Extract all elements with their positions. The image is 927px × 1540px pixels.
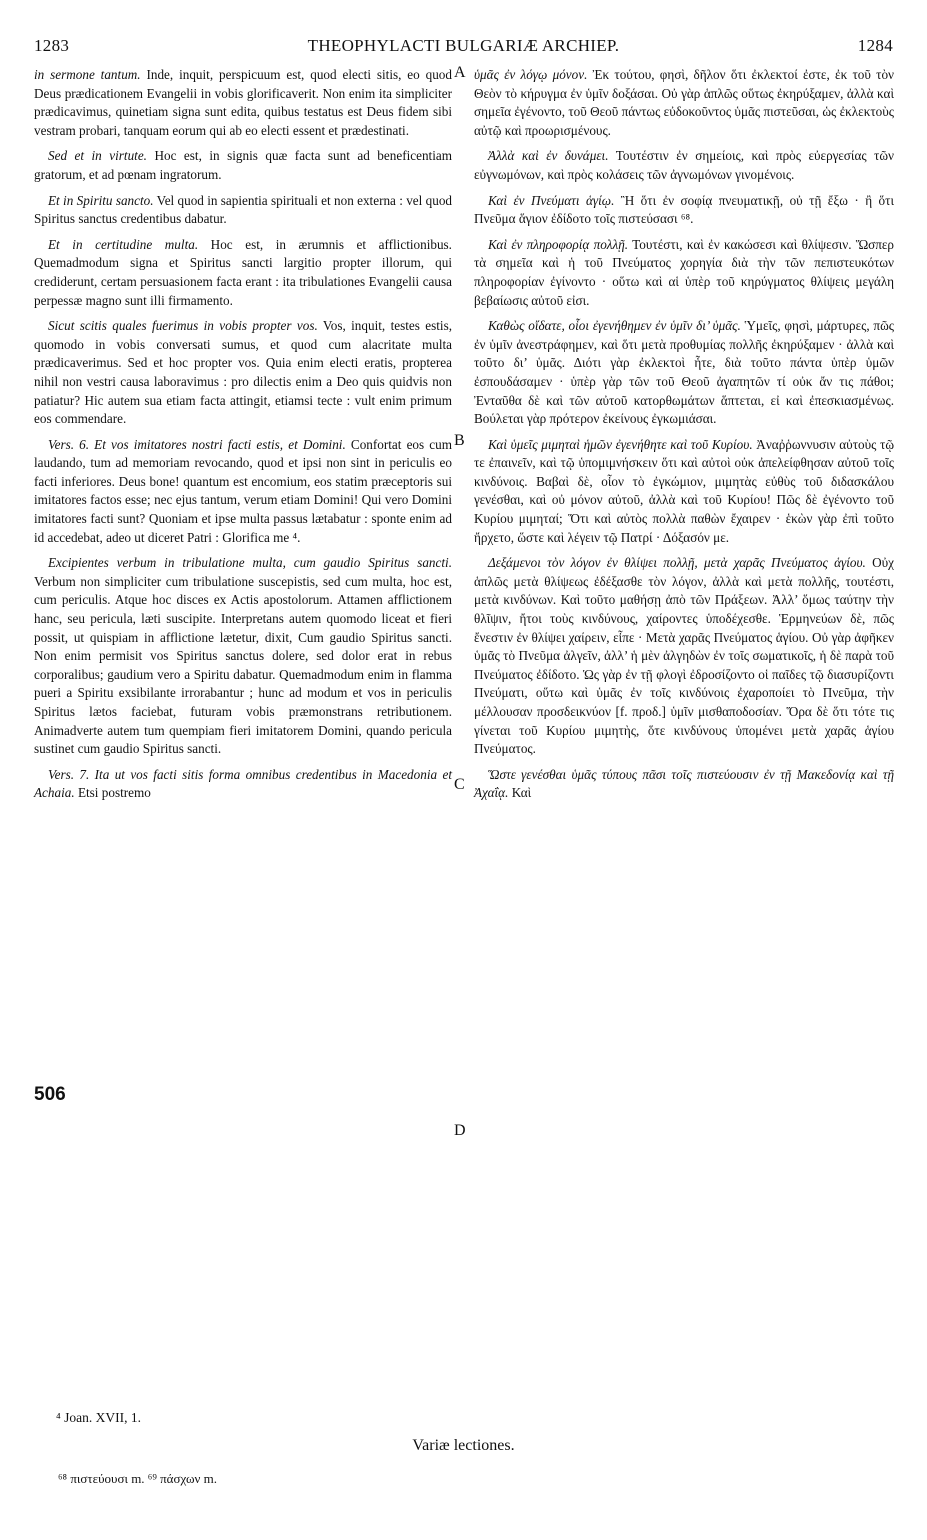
lemma: Καθὼς οἴδατε, οἷοι ἐγενήθημεν ἐν ὑμῖν δι’ ὑμᾶς. [488, 318, 741, 334]
lemma: Vers. 7. Ita ut vos facti sitis forma omnibus credentibus in Macedonia et Achaia. [34, 766, 452, 801]
margin-marker-b: B [454, 432, 465, 449]
latin-paragraph [34, 766, 452, 803]
greek-paragraph [474, 66, 894, 140]
footnote: ⁴ Joan. XVII, 1. [56, 1410, 141, 1425]
commentary: Hoc est, in ærumnis et afflictionibus. Quemadmodum signa et Spiritus sancti largitio propter illorum, qui crediderunt, certam persuasionem facta erant : ita tribulationes Evangelii causa perpessæ magno sunt illi firmamento. [34, 236, 452, 308]
margin-marker-a: A [454, 64, 466, 81]
greek-paragraph [474, 147, 894, 184]
lemma: Καὶ ὑμεῖς μιμηταὶ ἡμῶν ἐγενήθητε καὶ τοῦ Κυρίου. [488, 436, 753, 452]
greek-paragraph [474, 554, 894, 759]
lemma: ὑμᾶς ἐν λόγῳ μόνον. [474, 67, 588, 82]
lemma: Excipientes verbum in tribulatione multa, cum gaudio Spiritus sancti. [48, 555, 452, 571]
lemma: in sermone tantum. [34, 67, 141, 82]
greek-paragraph [474, 436, 894, 548]
commentary: Confortat eos cum laudando, tum ad memoriam revocando, quod et ipsi non sint in periculis eo facti inferiores. Deus bone! quantum est encomium, eos statim præceptoris sui imitatores factos esse; nec ejus tantum, verum etiam Domini! Qui vero Domini imitatores facti sunt? Quoniam et ipse multa passus lætabatur : sponte enim ad id accedebat, adeo ut diceret Patri : Glorifica me ⁴. [34, 436, 453, 545]
latin-paragraph [34, 236, 452, 310]
margin-marker-c: C [454, 776, 465, 793]
commentary: Τουτέστι, καὶ ἐν κακώσεσι καὶ θλίψεσιν. Ὥσπερ τὰ σημεῖα καὶ ἡ τοῦ Πνεύματος χορηγία διὰ τὴν τῶν πεπιστευκότων πληροφορίαν ἐγίνοντο · οὕτω καὶ αἱ ὑπὲρ τοῦ κηρύγματος θλίψεις μεγάλη βεβαίωσις αὐτοῦ εἰσι. [474, 236, 894, 308]
variae-lectiones-heading: Variæ lectiones. [412, 1437, 515, 1454]
commentary: Οὐχ ἁπλῶς μετὰ θλίψεως ἐδέξασθε τὸν λόγον, ἀλλὰ καὶ μετὰ πολλῆς, τουτέστι, μετὰ κινδύνων. Καὶ τοῦτο μαθήσῃ ἀπὸ τῶν Πράξεων. Ἀλλ’ ὅμως ταύτην τὴν θλῖψιν, ἤτοι τοὺς κινδύνους, χαίροντες ὑποδέχεσθε. Ἑρμηνεύων δὲ, πῶς ἔνεστιν ἐν θλίψει χαίρειν, εἶπε · Μετὰ χαρᾶς Πνεύματος ἁγίου. Οὐ γὰρ ἀφῆκεν ὑμᾶς τὸ Πνεῦμα ἀλγεῖν, ἀλλ’ ἡ μὲν ἀλγηδὼν ἐν τοῖς σωματικοῖς, ἡ δὲ παρὰ τοῦ Πνεύματος ἐδίδοτο. Ὡς γὰρ ἐν τῇ φλογὶ ἐδροσίζοντο οἱ παῖδες τῷ διασυρίζοντι Πνεύματι, οὕτω καὶ ὑμᾶς ἐν τοῖς κινδύνοις ἐχαροποίει τὸ Πνεῦμα, τὴν μέλλουσαν προσδεικνύον [f. προδ.] ὑμῖν μισθαποδοσίαν. Ὅρα δὲ ὅτι τότε τις γίνεται τοῦ Κυρίου μιμητὴς, ὅτε κινδύνους ὑπομένει μετὰ χαρᾶς ἁγίου Πνεύματος. [474, 555, 894, 757]
greek-paragraph [474, 192, 894, 229]
lemma: Ὥστε γενέσθαι ὑμᾶς τύπους πᾶσι τοῖς πιστεύουσιν ἐν τῇ Μακεδονίᾳ καὶ τῇ Ἀχαΐᾳ. [474, 766, 894, 801]
variant-readings: ⁶⁸ πιστεύουσι m. ⁶⁹ πάσχων m. [58, 1471, 218, 1486]
lemma: Δεξάμενοι τὸν λόγον ἐν θλίψει πολλῇ, μετὰ χαρᾶς Πνεύματος ἁγίου. [488, 555, 866, 571]
latin-paragraph [34, 192, 452, 229]
commentary: Ἐκ τούτου, φησὶ, δῆλον ὅτι ἐκλεκτοί ἐστε, ἐκ τοῦ τὸν Θεὸν τὸ κήρυγμα ἐν ὑμῖν δοξάσαι. Οὐ γὰρ ἁπλῶς οὕτως ἐκηρύξαμεν, ἀλλὰ καὶ σημεῖα ἐγένοντο, τοῦ Θεοῦ πάντως εὐδοκοῦντος ὑμᾶς πιστεῦσαι, ὡς ἐκλεκτοὺς αὐτῷ καὶ προωρισμένους. [474, 67, 894, 138]
lemma: Καὶ ἐν πληροφορίᾳ πολλῇ. [488, 236, 629, 252]
page-number-left: 1283 [34, 36, 70, 55]
greek-column [474, 66, 894, 810]
greek-paragraph [474, 766, 894, 803]
commentary: Vos, inquit, testes estis, quomodo in vobis conversati sumus, et quod cum alacritate multa prædicaverimus. Sed et hoc propter vos. Quia enim electi eratis, propterea nihil non vestri causa laboravimus : pro dilectis enim a Deo quis quidvis non patiatur? Hic autem sua etiam facta attingit, etiamsi tecte : vult enim primum eos commendare. [34, 318, 452, 427]
lemma: Sed et in virtute. [48, 148, 147, 164]
lemma: Et in Spiritu sancto. [48, 192, 154, 208]
commentary: Vel quod in sapientia spirituali et non externa : vel quod Spiritus sanctus credentibus dabatur. [34, 192, 453, 227]
latin-paragraph [34, 317, 452, 429]
latin-paragraph [34, 554, 452, 759]
lemma: Ἀλλὰ καὶ ἐν δυνάμει. [488, 148, 609, 164]
commentary: Ὑμεῖς, φησὶ, μάρτυρες, πῶς ἐν ὑμῖν ἀνεστράφημεν, καὶ ὅτι μετὰ προθυμίας πολλῆς ἐκηρύξαμεν · ἀλλὰ καὶ τοῦτο δι’ ὑμᾶς. Διότι γὰρ ἐκλεκτοὶ ἦτε, διὰ τοῦτο πάντα ὑπὲρ ὑμῶν ἐσπουδάσαμεν · ὑπὲρ γὰρ τῶν τοῦ Θεοῦ ἀγαπητῶν τί οὐκ ἄν τις πάθοι; Ἐνταῦθα δὲ καὶ τῶν αὐτοῦ κατορθωμάτων ἅπτεται, εἰ καὶ ἐπεσκιασμένως. Βούλεται γὰρ πρότερον ἐκείνους ἐγκωμιάσαι. [474, 318, 894, 427]
latin-paragraph [34, 147, 452, 184]
running-title: THEOPHYLACTI BULGARIÆ ARCHIEP. [307, 36, 620, 55]
commentary: Ἀναῤῥωννυσιν αὐτοὺς τῷ τε ἐπαινεῖν, καὶ τῷ ὑπομιμνήσκειν ὅτι καὶ αὐτοὶ οὐκ ἀπελείφθησαν αὐτοῦ τοῖς κινδύνοις. Βαβαὶ δὲ, οἷον τὸ ἐγκώμιον, μιμητὰς εὐθὺς τοῦ διδασκάλου γενέσθαι, καὶ οὐ μόνον αὐτοῦ, ἀλλὰ καὶ τοῦ Κυρίου! Πῶς δὲ ἐγένοντο τοῦ Κυρίου μιμηταί; Ὅτι καὶ αὐτὸς πολλὰ παθὼν ἔχαιρεν · ἑκὼν γὰρ ἐπὶ τοῦτο ἤρχετο, ὥστε καὶ λέγειν τῷ Πατρί · Δόξασόν με. [474, 436, 895, 545]
greek-paragraph [474, 317, 894, 429]
margin-page-number: 506 [34, 1084, 66, 1105]
latin-paragraph [34, 66, 452, 140]
commentary: Ἢ ὅτι ἐν σοφίᾳ πνευματικῇ, οὐ τῇ ἔξω · ἢ ὅτι Πνεῦμα ἅγιον ἐδίδοτο τοῖς πιστεύσασι ⁶⁸. [474, 192, 895, 227]
commentary: Καὶ [508, 785, 532, 801]
commentary: Τουτέστιν ἐν σημείοις, καὶ πρὸς εὐεργεσίας τῶν εὐγνωμόνων, καὶ πρὸς κολάσεις τῶν ἀγνωμόνων γινομένοις. [474, 148, 894, 182]
commentary: Hoc est, in signis quæ facta sunt ad beneficentiam gratorum, et ad pœnam ingratorum. [34, 148, 452, 182]
lemma: Καὶ ἐν Πνεύματι ἁγίῳ. [488, 192, 615, 208]
margin-marker-d: D [454, 1122, 466, 1139]
commentary: Inde, inquit, perspicuum est, quod electi sitis, eo quod Deus prædicationem Evangelii in vobis glorificaverit. Non enim ita simpliciter prædicavimus, quinetiam signa sunt edita, quibus testatus est Deus fidem sibi vestram probari, tanquam eorum qui ab eo electi essent et prædestinati. [34, 67, 452, 138]
page-header [34, 36, 893, 58]
greek-paragraph [474, 236, 894, 310]
lemma: Sicut scitis quales fuerimus in vobis propter vos. [48, 318, 318, 334]
lemma: Et in certitudine multa. [48, 236, 199, 252]
commentary: Verbum non simpliciter cum tribulatione suscepistis, sed cum multa, hoc est, cum periculis. Atque hoc disces ex Actis apostolorum. Attamen afflictionem hanc, seu pericula, læti suscipite. Interpretans autem quomodo liceat et fieri possit, ut quispiam in afflictione lætetur, dixit, Cum gaudio Spiritus sancti. Non enim permisit vos Spiritus sanctus dolere, sed dolor erat in rebus corporalibus; gaudium vero a Spiritu dabatur. Quemadmodum enim in flamma pueri a Spiritu exsibilante irrorabantur ; hunc ad modum et vos in periculis Spiritus lætos faciebat, futuram vobis præmonstrans retributionem. Animadverte autem tum quempiam fieri imitatorem Domini, quando pericula sustinet cum gaudio Spiritus sancti. [34, 573, 452, 757]
lemma: Vers. 6. Et vos imitatores nostri facti estis, et Domini. [48, 436, 346, 452]
page-number-right: 1284 [857, 36, 893, 55]
latin-column [34, 66, 452, 810]
commentary: Etsi postremo [74, 785, 151, 801]
latin-paragraph [34, 436, 452, 548]
